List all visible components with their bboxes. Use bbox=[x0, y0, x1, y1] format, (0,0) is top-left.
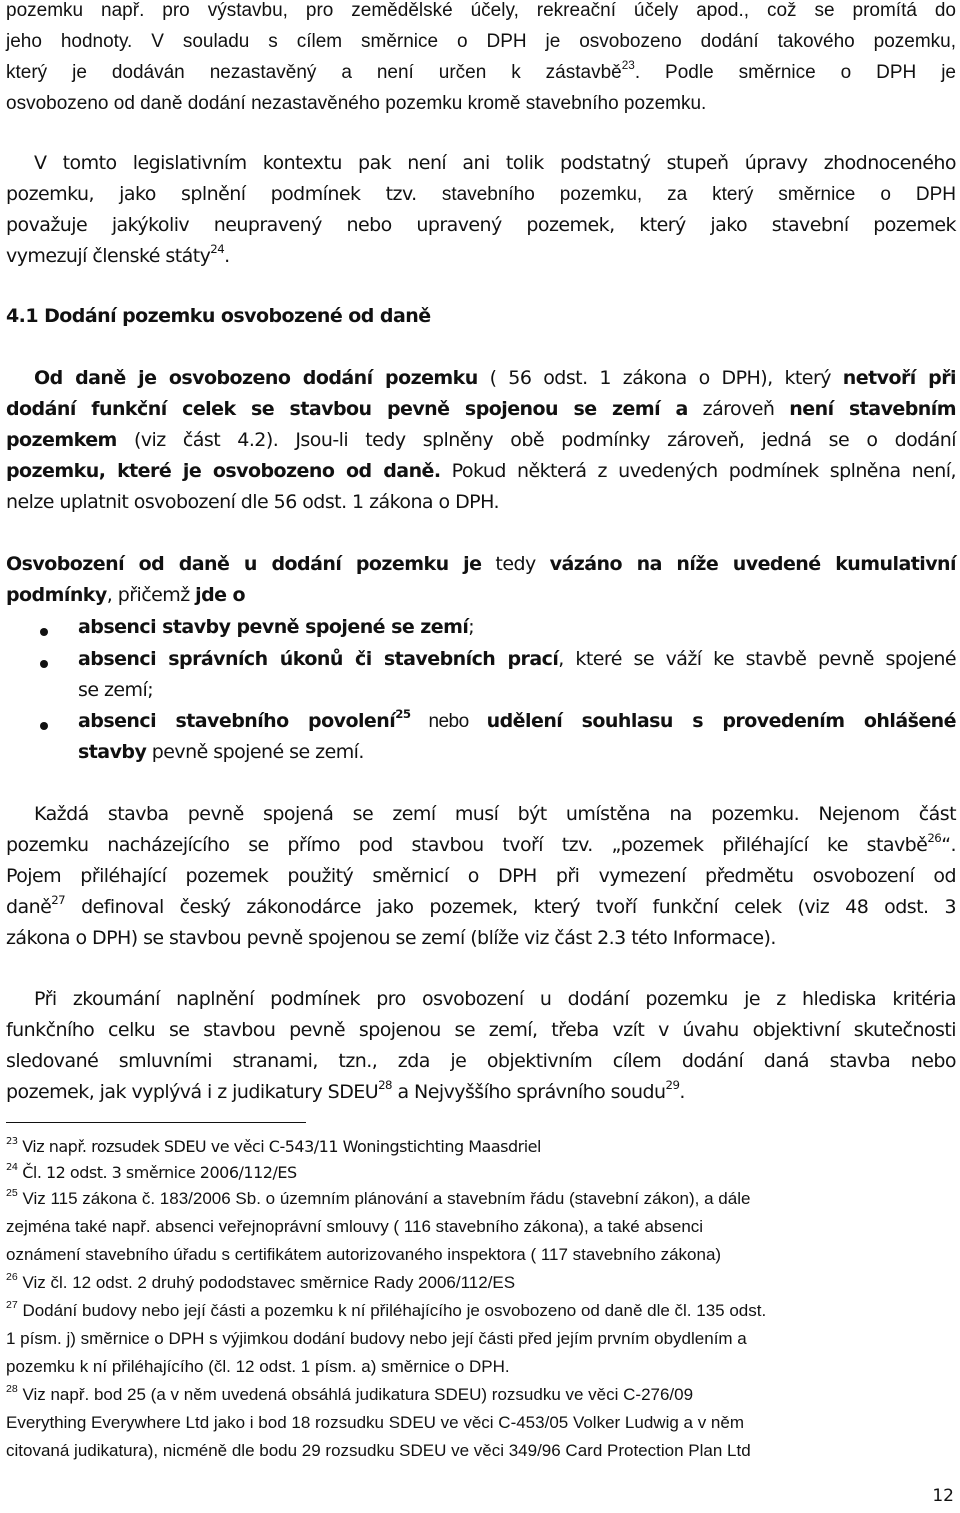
paragraph-3-line-2 bbox=[6, 398, 956, 420]
paragraph-6-line-4 bbox=[6, 1077, 956, 1103]
bullet-item-2-line-1 bbox=[78, 648, 956, 670]
text-span: , které se váží ke stavbě pevně spojené bbox=[558, 648, 956, 670]
text-span: ( 56 odst. 1 zákona o DPH), který bbox=[477, 367, 843, 389]
footnote-28-line-3: citovaná judikatura), nicméně dle bodu 29 rozsudku SDEU ve věci 349/96 Card Protection Plan Ltd bbox=[6, 1441, 751, 1460]
section-heading: 4.1 Dodání pozemku osvobozené od daně bbox=[6, 305, 431, 327]
bold-text: absenci stavebního povolení bbox=[78, 710, 396, 732]
text-span: Viz čl. 12 odst. 2 druhý pododstavec směrnice Rady 2006/112/ES bbox=[17, 1273, 516, 1292]
paragraph-6-line-2: funkčního celku se stavbou pevně spojenou se zemí, třeba vzít v úvahu objektivní skutečnosti bbox=[6, 1019, 956, 1041]
paragraph-5-line-5: zákona o DPH) se stavbou pevně spojenou se zemí (blíže viz část 2.3 této Informace). bbox=[6, 927, 776, 949]
footnote-number: 25 bbox=[6, 1186, 18, 1199]
text-span: Viz např. rozsudek SDEU ve věci C-543/11 Woningstichting Maasdriel bbox=[17, 1137, 541, 1156]
text-span: Viz 115 zákona č. 183/2006 Sb. o územním plánování a stavebním řádu (stavební zákon), a dále bbox=[17, 1189, 751, 1208]
footnote-number: 28 bbox=[6, 1382, 18, 1395]
bold-text: jde o bbox=[195, 584, 246, 606]
bullet-item-1 bbox=[78, 616, 956, 638]
bullet-icon bbox=[40, 628, 48, 636]
bold-text: pozemku, které je osvobozeno od daně. bbox=[6, 460, 441, 482]
footnote-ref-28[interactable]: 28 bbox=[378, 1077, 392, 1092]
paragraph-2-line-3: považuje jakýkoliv neupravený nebo upravený pozemek, který jako stavební pozemek bbox=[6, 214, 956, 236]
bold-text: podmínky bbox=[6, 584, 107, 606]
text-span: pozemek, jak vyplývá i z judikatury SDEU bbox=[6, 1081, 379, 1103]
footnote-ref-27[interactable]: 27 bbox=[51, 892, 66, 907]
footnote-ref-23[interactable]: 23 bbox=[621, 58, 635, 72]
paragraph-2-line-1: V tomto legislativním kontextu pak není ani tolik podstatný stupeň úpravy zhodnoceného bbox=[34, 152, 956, 174]
bullet-icon bbox=[40, 722, 48, 730]
bold-text: absenci stavby pevně spojené se zemí bbox=[78, 616, 469, 638]
text-span: . bbox=[679, 1081, 685, 1103]
footnote-ref-25[interactable]: 25 bbox=[395, 706, 411, 721]
text-span: stavebního pozemku, za který směrnice o DPH bbox=[441, 184, 956, 205]
bold-text: vázáno na níže uvedené kumulativní bbox=[549, 553, 956, 575]
text-span: Viz např. bod 25 (a v něm uvedená obsáhlá judikatura SDEU) rozsudku ve věci C-276/09 bbox=[17, 1385, 694, 1404]
text-span: Čl. 12 odst. 3 směrnice 2006/112/ES bbox=[17, 1163, 297, 1182]
bold-text: absenci správních úkonů či stavebních prací bbox=[78, 648, 559, 670]
text-span: Pokud některá z uvedených podmínek splněna není, bbox=[440, 460, 956, 482]
footnote-ref-24[interactable]: 24 bbox=[210, 241, 225, 256]
paragraph-5-line-4 bbox=[6, 892, 956, 918]
bold-text: stavby bbox=[78, 741, 147, 763]
text-span: tedy bbox=[481, 553, 550, 575]
bullet-item-3-line-1 bbox=[78, 706, 956, 733]
footnote-23 bbox=[6, 1137, 956, 1156]
paragraph-3-line-5: nelze uplatnit osvobození dle 56 odst. 1 zákona o DPH. bbox=[6, 491, 499, 513]
paragraph-6-line-3: sledované smluvními stranami, tzn., zda je objektivním cílem dodání daná stavba nebo bbox=[6, 1050, 956, 1072]
bold-text: pozemkem bbox=[6, 429, 117, 451]
footnote-26 bbox=[6, 1270, 956, 1293]
text-span: pozemku nacházejícího se přímo pod stavbou tvoří tzv. „pozemek přiléhající ke stavbě bbox=[6, 834, 928, 856]
footnote-27-line-3: pozemku k ní přiléhajícího (čl. 12 odst. 1 písm. a) směrnice o DPH. bbox=[6, 1357, 510, 1376]
text-span: Dodání budovy nebo její části a pozemku k ní přiléhajícího je osvobozeno od daně dle čl. 135 odst. bbox=[17, 1301, 767, 1320]
text-span: ; bbox=[468, 616, 475, 638]
text-span: pevně spojené se zemí. bbox=[146, 741, 364, 763]
paragraph-4-line-2 bbox=[6, 584, 956, 606]
footnote-25-line-3: oznámení stavebního úřadu s certifikátem autorizovaného inspektora ( 117 stavebního zákona) bbox=[6, 1245, 722, 1264]
paragraph-3-line-4 bbox=[6, 460, 956, 482]
paragraph-1-line-1: pozemku např. pro výstavbu, pro zemědělské účely, rekreační účely apod., což se promítá do bbox=[6, 0, 956, 21]
footnote-28-line-2: Everything Everywhere Ltd jako i bod 18 rozsudku SDEU ve věci C-453/05 Volker Ludwig a v něm bbox=[6, 1413, 744, 1432]
paragraph-5-line-2 bbox=[6, 830, 956, 856]
paragraph-1-line-3 bbox=[6, 58, 956, 84]
bold-text: Osvobození od daně u dodání pozemku je bbox=[6, 553, 482, 575]
text-span: definoval český zákonodárce jako pozemek, který tvoří funkční celek (viz 48 odst. 3 bbox=[65, 896, 956, 918]
paragraph-1-line-4: osvobozeno od daně dodání nezastavěného pozemku kromě stavebního pozemku. bbox=[6, 93, 707, 114]
bullet-icon bbox=[40, 660, 48, 668]
paragraph-3-line-3 bbox=[6, 429, 956, 451]
footnote-28-line-1 bbox=[6, 1382, 956, 1405]
footnote-25-line-1 bbox=[6, 1186, 956, 1209]
footnote-number: 26 bbox=[6, 1270, 18, 1283]
footnote-separator bbox=[6, 1122, 306, 1123]
text-span: “. bbox=[941, 834, 956, 856]
bold-text: netvoří při bbox=[842, 367, 956, 389]
paragraph-3-line-1 bbox=[34, 367, 956, 389]
footnote-number: 24 bbox=[6, 1162, 18, 1174]
paragraph-6-line-1: Při zkoumání naplnění podmínek pro osvobození u dodání pozemku je z hlediska kritéria bbox=[34, 988, 956, 1010]
page-number: 12 bbox=[932, 1486, 954, 1506]
footnote-27-line-2: 1 písm. j) směrnice o DPH s výjimkou dodání budovy nebo její části před jejím prvním obydlením a bbox=[6, 1329, 747, 1348]
text-span: a Nejvyššího správního soudu bbox=[391, 1081, 666, 1103]
paragraph-2-line-4 bbox=[6, 241, 956, 267]
text-span: . Podle směrnice o DPH je bbox=[634, 62, 956, 83]
footnote-ref-29[interactable]: 29 bbox=[665, 1077, 680, 1092]
paragraph-5-line-1: Každá stavba pevně spojená se zemí musí být umístěna na pozemku. Nejenom část bbox=[34, 803, 956, 825]
text-span: zároveň bbox=[687, 398, 790, 420]
text-span: daně bbox=[6, 896, 52, 918]
text-span: . bbox=[224, 245, 230, 267]
text-span: vymezují členské státy bbox=[6, 245, 211, 267]
bold-text: není stavebním bbox=[789, 398, 956, 420]
text-span: (viz část 4.2). Jsou-li tedy splněny obě podmínky zároveň, jedná se o dodání bbox=[116, 429, 956, 451]
bold-text: udělení souhlasu s provedením ohlášené bbox=[486, 710, 956, 732]
footnote-number: 27 bbox=[6, 1298, 18, 1311]
text-span: nebo bbox=[410, 711, 487, 732]
footnote-27-line-1 bbox=[6, 1298, 956, 1321]
paragraph-2-line-2 bbox=[6, 183, 956, 206]
text-span: který je dodáván nezastavěný a není určen k zástavbě bbox=[6, 62, 622, 83]
bold-text: Od daně je osvobozeno dodání pozemku bbox=[34, 367, 478, 389]
bold-text: dodání funkční celek se stavbou pevně spojenou se zemí a bbox=[6, 398, 688, 420]
footnote-number: 23 bbox=[6, 1136, 18, 1148]
bullet-item-2-line-2: se zemí; bbox=[78, 679, 154, 701]
footnote-25-line-2: zejména také např. absenci veřejnoprávní smlouvy ( 116 stavebního zákona), a také absenci bbox=[6, 1217, 704, 1236]
text-span: pozemku, jako splnění podmínek tzv. bbox=[6, 183, 442, 205]
footnote-24 bbox=[6, 1163, 956, 1182]
text-span: , přičemž bbox=[106, 584, 196, 606]
paragraph-1-line-2: jeho hodnoty. V souladu s cílem směrnice o DPH je osvobozeno dodání takového pozemku, bbox=[6, 31, 956, 52]
footnote-ref-26[interactable]: 26 bbox=[927, 830, 942, 845]
bullet-item-3-line-2 bbox=[78, 741, 956, 763]
paragraph-5-line-3: Pojem přiléhající pozemek použitý směrnicí o DPH při vymezení předmětu osvobození od bbox=[6, 865, 956, 887]
paragraph-4-line-1 bbox=[6, 553, 956, 575]
